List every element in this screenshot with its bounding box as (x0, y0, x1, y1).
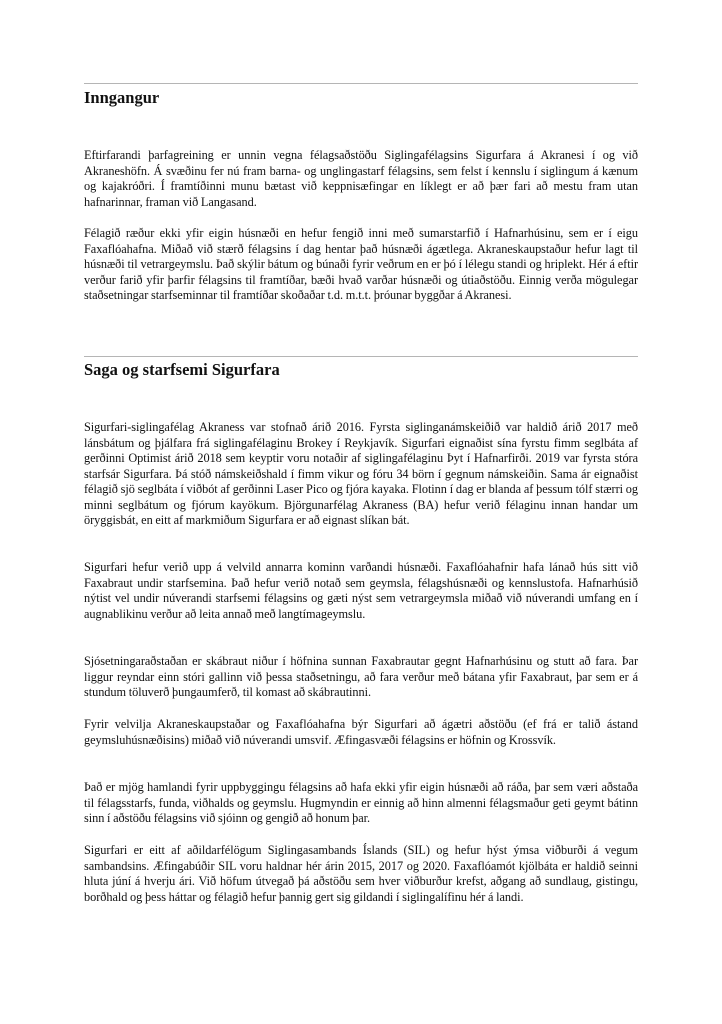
section-heading-inngangur: Inngangur (84, 88, 160, 107)
paragraph: Sigurfari hefur verið upp á velvild annarra kominn varðandi húsnæði. Faxaflóahafnir hafa lánað hús sitt við Faxabraut undir starfsemina. Það hefur verið notað sem geymsla, félagshúsnæði og kennslustofa. Hafnarhúsið nýtist vel undir núverandi starfsemi félagsins og gæti nýst sem vetrargeymsla miðað við núverandi umfang en í augnablikinu verður að leita annað með langtímageymslu. (84, 560, 638, 621)
section-divider (84, 83, 638, 84)
paragraph: Fyrir velvilja Akraneskaupstaðar og Faxaflóahafna býr Sigurfari að ágætri aðstöðu (ef frá er talið ástand geymsluhúsnæðisins) miðað við núverandi umsvif. Æfingasvæði félagsins er höfnin og Krossvík. (84, 717, 638, 747)
paragraph: Það er mjög hamlandi fyrir uppbyggingu félagsins að hafa ekki yfir eigin húsnæði að ráða, þar sem væri aðstaða til félagsstarfs, funda, viðhalds og geymslu. Hugmyndin er einnig að hinn almenni félagsmaður geti geymt bátinn sinn í aðstöðu félagsins við sjóinn og gengið að honum þar. (84, 780, 638, 825)
paragraph: Eftirfarandi þarfagreining er unnin vegna félagsaðstöðu Siglingafélagsins Sigurfara á Akranesi í og við Akraneshöfn. Á svæðinu fer nú fram barna- og unglingastarf félagsins, sem felst í kennslu í siglingum á kænum og kajakróðri. Í framtíðinni munu bætast við keppnisæfingar en líklegt er að þær fari að mestu fram utan hafnarinnar, framan við Langasand. (84, 148, 638, 209)
paragraph: Félagið ræður ekki yfir eigin húsnæði en hefur fengið inni með sumarstarfið í Hafnarhúsinu, sem er í eigu Faxaflóahafna. Miðað við stærð félagsins í dag hentar það húsnæði ágætlega. Akraneskaupstaður hefur lagt til húsnæði til vetrargeymslu. Það skýlir bátum og búnaði fyrir veðrum en er þó í lélegu standi og hriplekt. Hér á eftir verður farið yfir þarfir félagsins til framtíðar, bæði hvað varðar húsnæði og útiaðstöðu. Einnig verða mögulegar staðsetningar starfseminnar til framtíðar skoðaðar t.d. m.t.t. þróunar byggðar á Akranesi. (84, 226, 638, 302)
section-divider (84, 356, 638, 357)
paragraph: Sjósetningaraðstaðan er skábraut niður í höfnina sunnan Faxabrautar gegnt Hafnarhúsinu og stutt að fara. Þar liggur reyndar einn stóri gallinn við þessa staðsetningu, að fara verður með bátana yfir Faxabraut, þar sem er á stundum töluverð þungaumferð, til komast að skábrautinni. (84, 654, 638, 699)
paragraph: Sigurfari-siglingafélag Akraness var stofnað árið 2016. Fyrsta siglinganámskeiðið var haldið árið 2017 með lánsbátum og þjálfara frá siglingafélaginu Brokey í Reykjavík. Sigurfari eignaðist sína fyrstu fimm seglbáta af gerðinni Optimist árið 2018 sem keyptir voru notaðir af siglingafélaginu Þyt í Hafnarfirði. 2019 var fyrsta stóra starfsár Sigurfara. Þá stóð námskeiðshald í fimm vikur og fóru 34 börn í gegnum námskeiðin. Sama ár eignaðist félagið sjö seglbáta í viðbót af gerðinni Laser Pico og fjóra kayaka. Flotinn í dag er blanda af þessum tólf stærri og minni seglbátum og fjórum kayökum. Björgunarfélag Akraness (BA) hefur verið félaginu innan handar um öryggisbát, en eitt af markmiðum Sigurfara er að eignast slíkan bát. (84, 420, 638, 527)
section-heading-saga: Saga og starfsemi Sigurfara (84, 360, 280, 379)
paragraph: Sigurfari er eitt af aðildarfélögum Siglingasambands Íslands (SIL) og hefur hýst ýmsa viðburði á vegum sambandsins. Æfingabúðir SIL voru haldnar hér árin 2015, 2017 og 2020. Faxaflóamót kjölbáta er haldið seinni hluta júní á hverju ári. Við höfum útvegað þá aðstöðu sem hver viðburður krefst, aðgang að sundlaug, gistingu, borðhald og þess háttar og félagið hefur þannig gert sig gildandi í siglingalífinu hér á landi. (84, 843, 638, 904)
